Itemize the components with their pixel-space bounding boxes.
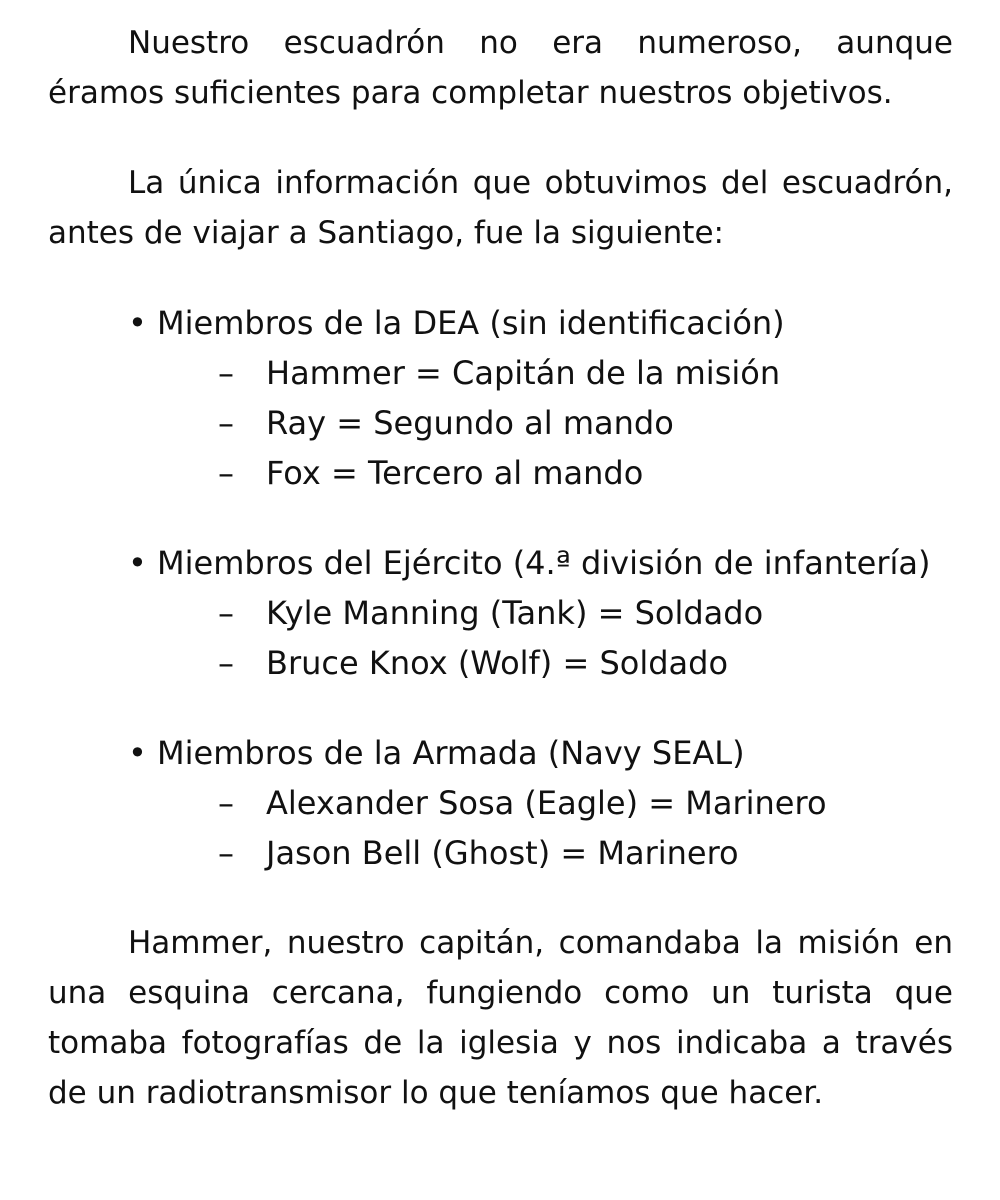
member-entry: Kyle Manning (Tank) = Soldado bbox=[266, 594, 764, 632]
list-item bbox=[48, 398, 953, 448]
list-item bbox=[48, 588, 953, 638]
member-entry: Alexander Sosa (Eagle) = Marinero bbox=[266, 784, 827, 822]
list-item bbox=[48, 448, 953, 498]
dash-symbol: – bbox=[218, 404, 234, 442]
dash-symbol: – bbox=[218, 644, 234, 682]
member-entry: Bruce Knox (Wolf) = Soldado bbox=[266, 644, 729, 682]
dash-symbol: – bbox=[218, 834, 234, 872]
member-list-dea bbox=[48, 348, 953, 498]
group-navy bbox=[48, 728, 953, 878]
member-list-navy bbox=[48, 778, 953, 878]
document-page bbox=[48, 18, 953, 1118]
member-entry: Ray = Segundo al mando bbox=[266, 404, 674, 442]
dash-symbol: – bbox=[218, 784, 234, 822]
dash-symbol: – bbox=[218, 454, 234, 492]
group-heading-navy: • Miembros de la Armada (Navy SEAL) bbox=[128, 734, 745, 772]
list-item bbox=[48, 778, 953, 828]
dash-symbol: – bbox=[218, 354, 234, 392]
dash-symbol: – bbox=[218, 594, 234, 632]
group-army bbox=[48, 538, 953, 688]
list-item bbox=[48, 348, 953, 398]
paragraph-squadron-info: La única información que obtuvimos del escuadrón, antes de viajar a Santiago, fue la siguiente: bbox=[48, 165, 953, 251]
paragraph-squadron-intro: Nuestro escuadrón no era numeroso, aunque éramos suficientes para completar nuestros objetivos. bbox=[48, 25, 953, 111]
list-item bbox=[48, 638, 953, 688]
group-heading-army: • Miembros del Ejército (4.ª división de infantería) bbox=[128, 544, 931, 582]
paragraph-captain-mission: Hammer, nuestro capitán, comandaba la misión en una esquina cercana, fungiendo como un turista que tomaba fotografías de la iglesia y nos indicaba a través de un radiotransmisor lo que teníamos que hacer. bbox=[48, 925, 953, 1111]
member-entry: Jason Bell (Ghost) = Marinero bbox=[266, 834, 739, 872]
member-entry: Fox = Tercero al mando bbox=[266, 454, 644, 492]
member-list-army bbox=[48, 588, 953, 688]
list-item bbox=[48, 828, 953, 878]
group-dea bbox=[48, 298, 953, 498]
group-heading-dea: • Miembros de la DEA (sin identificación) bbox=[128, 304, 785, 342]
member-entry: Hammer = Capitán de la misión bbox=[266, 354, 781, 392]
